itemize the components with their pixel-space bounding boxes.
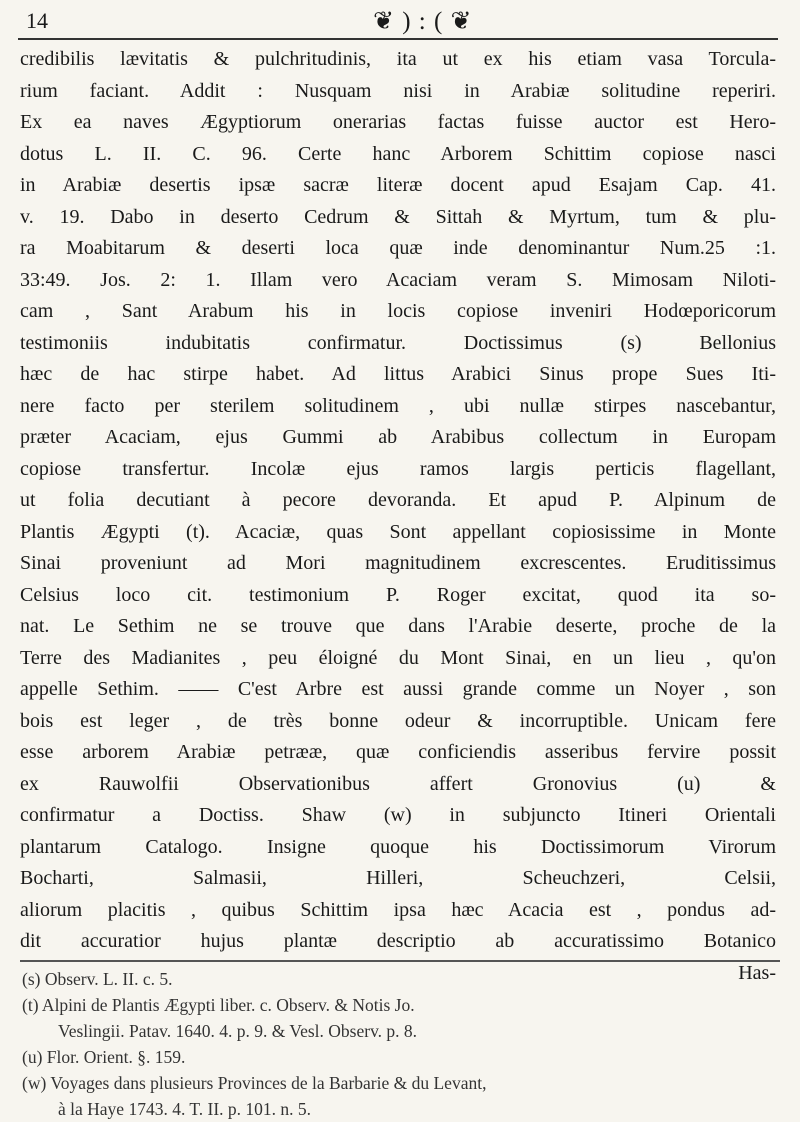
text-line: ex Rauwolfii Observationibus affert Gronovius (u) & — [20, 772, 776, 795]
text-line: Terre des Madianites , peu éloigné du Mont Sinai, en un lieu , qu'on — [20, 646, 776, 669]
page-header — [18, 6, 782, 40]
footnote-continuation: Veslingii. Patav. 1640. 4. p. 9. & Vesl. Observ. p. 8. — [58, 1021, 418, 1041]
footnotes — [22, 966, 762, 1122]
text-line: ut folia decutiant à pecore devoranda. Et apud P. Alpinum de — [20, 489, 776, 511]
header-ornament: ❦ ) : ( ❦ — [373, 8, 473, 35]
footnote-rule — [20, 960, 780, 962]
text-line: hæc de hac stirpe habet. Ad littus Arabici Sinus prope Sues Iti- — [20, 363, 776, 385]
footnote: (s) Observ. L. II. c. 5. — [22, 969, 173, 989]
footnote: (t) Alpini de Plantis Ægypti liber. c. Observ. & Notis Jo. — [22, 995, 415, 1015]
header-rule — [18, 38, 778, 40]
text-line: Sinai proveniunt ad Mori magnitudinem excrescentes. Eruditissimus — [20, 552, 776, 574]
text-line: in Arabiæ desertis ipsæ sacræ literæ docent apud Esajam Cap. 41. — [20, 174, 776, 196]
text-line: aliorum placitis , quibus Schittim ipsa hæc Acacia est , pondus ad- — [20, 898, 776, 921]
text-line: Celsius loco cit. testimonium P. Roger excitat, quod ita so- — [20, 583, 776, 606]
text-line: credibilis lævitatis & pulchritudinis, ita ut ex his etiam vasa Torcula- — [20, 48, 776, 70]
text-line: Ex ea naves Ægyptiorum onerarias factas fuisse auctor est Hero- — [20, 111, 776, 133]
text-line: testimoniis indubitatis confirmatur. Doctissimus (s) Bellonius — [20, 331, 776, 354]
text-line: plantarum Catalogo. Insigne quoque his Doctissimorum Virorum — [20, 835, 776, 858]
text-line: Plantis Ægypti (t). Acaciæ, quas Sont appellant copiosissime in Monte — [20, 520, 776, 543]
page-number: 14 — [26, 8, 48, 33]
text-line: esse arborem Arabiæ petrææ, quæ conficiendis asseribus fervire possit — [20, 741, 776, 763]
text-line: dotus L. II. C. 96. Certe hanc Arborem Schittim copiose nasci — [20, 142, 776, 165]
footnote-continuation: à la Haye 1743. 4. T. II. p. 101. n. 5. — [58, 1099, 312, 1119]
text-line: 33:49. Jos. 2: 1. Illam vero Acaciam veram S. Mimosam Niloti- — [20, 268, 776, 291]
text-line: rium faciant. Addit : Nusquam nisi in Arabiæ solitudine reperiri. — [20, 79, 776, 102]
text-line: confirmatur a Doctiss. Shaw (w) in subjuncto Itineri Orientali — [20, 804, 776, 826]
text-line: dit accuratior hujus plantæ descriptio ab accuratissimo Botanico — [20, 930, 776, 952]
text-line: bois est leger , de très bonne odeur & incorruptible. Unicam fere — [20, 709, 776, 732]
footnote: (u) Flor. Orient. §. 159. — [22, 1047, 186, 1067]
text-line: nat. Le Sethim ne se trouve que dans l'Arabie deserte, proche de la — [20, 615, 776, 637]
text-line: nere facto per sterilem solitudinem , ubi nullæ stirpes nascebantur, — [20, 394, 776, 417]
text-line: appelle Sethim. —— C'est Arbre est aussi grande comme un Noyer , son — [20, 678, 776, 700]
text-line: copiose transfertur. Incolæ ejus ramos largis perticis flagellant, — [20, 457, 776, 480]
text-line: v. 19. Dabo in deserto Cedrum & Sittah & Myrtum, tum & plu- — [20, 205, 776, 228]
text-line: ra Moabitarum & deserti loca quæ inde denominantur Num.25 :1. — [20, 237, 776, 259]
main-text — [20, 44, 776, 989]
footnote: (w) Voyages dans plusieurs Provinces de la Barbarie & du Levant, — [22, 1073, 487, 1093]
text-line: præter Acaciam, ejus Gummi ab Arabibus collectum in Europam — [20, 426, 776, 448]
text-line: Bocharti, Salmasii, Hilleri, Scheuchzeri, Celsii, — [20, 867, 776, 889]
text-line: cam , Sant Arabum his in locis copiose inveniri Hodœporicorum — [20, 300, 776, 322]
catchword: Has- — [738, 961, 776, 984]
